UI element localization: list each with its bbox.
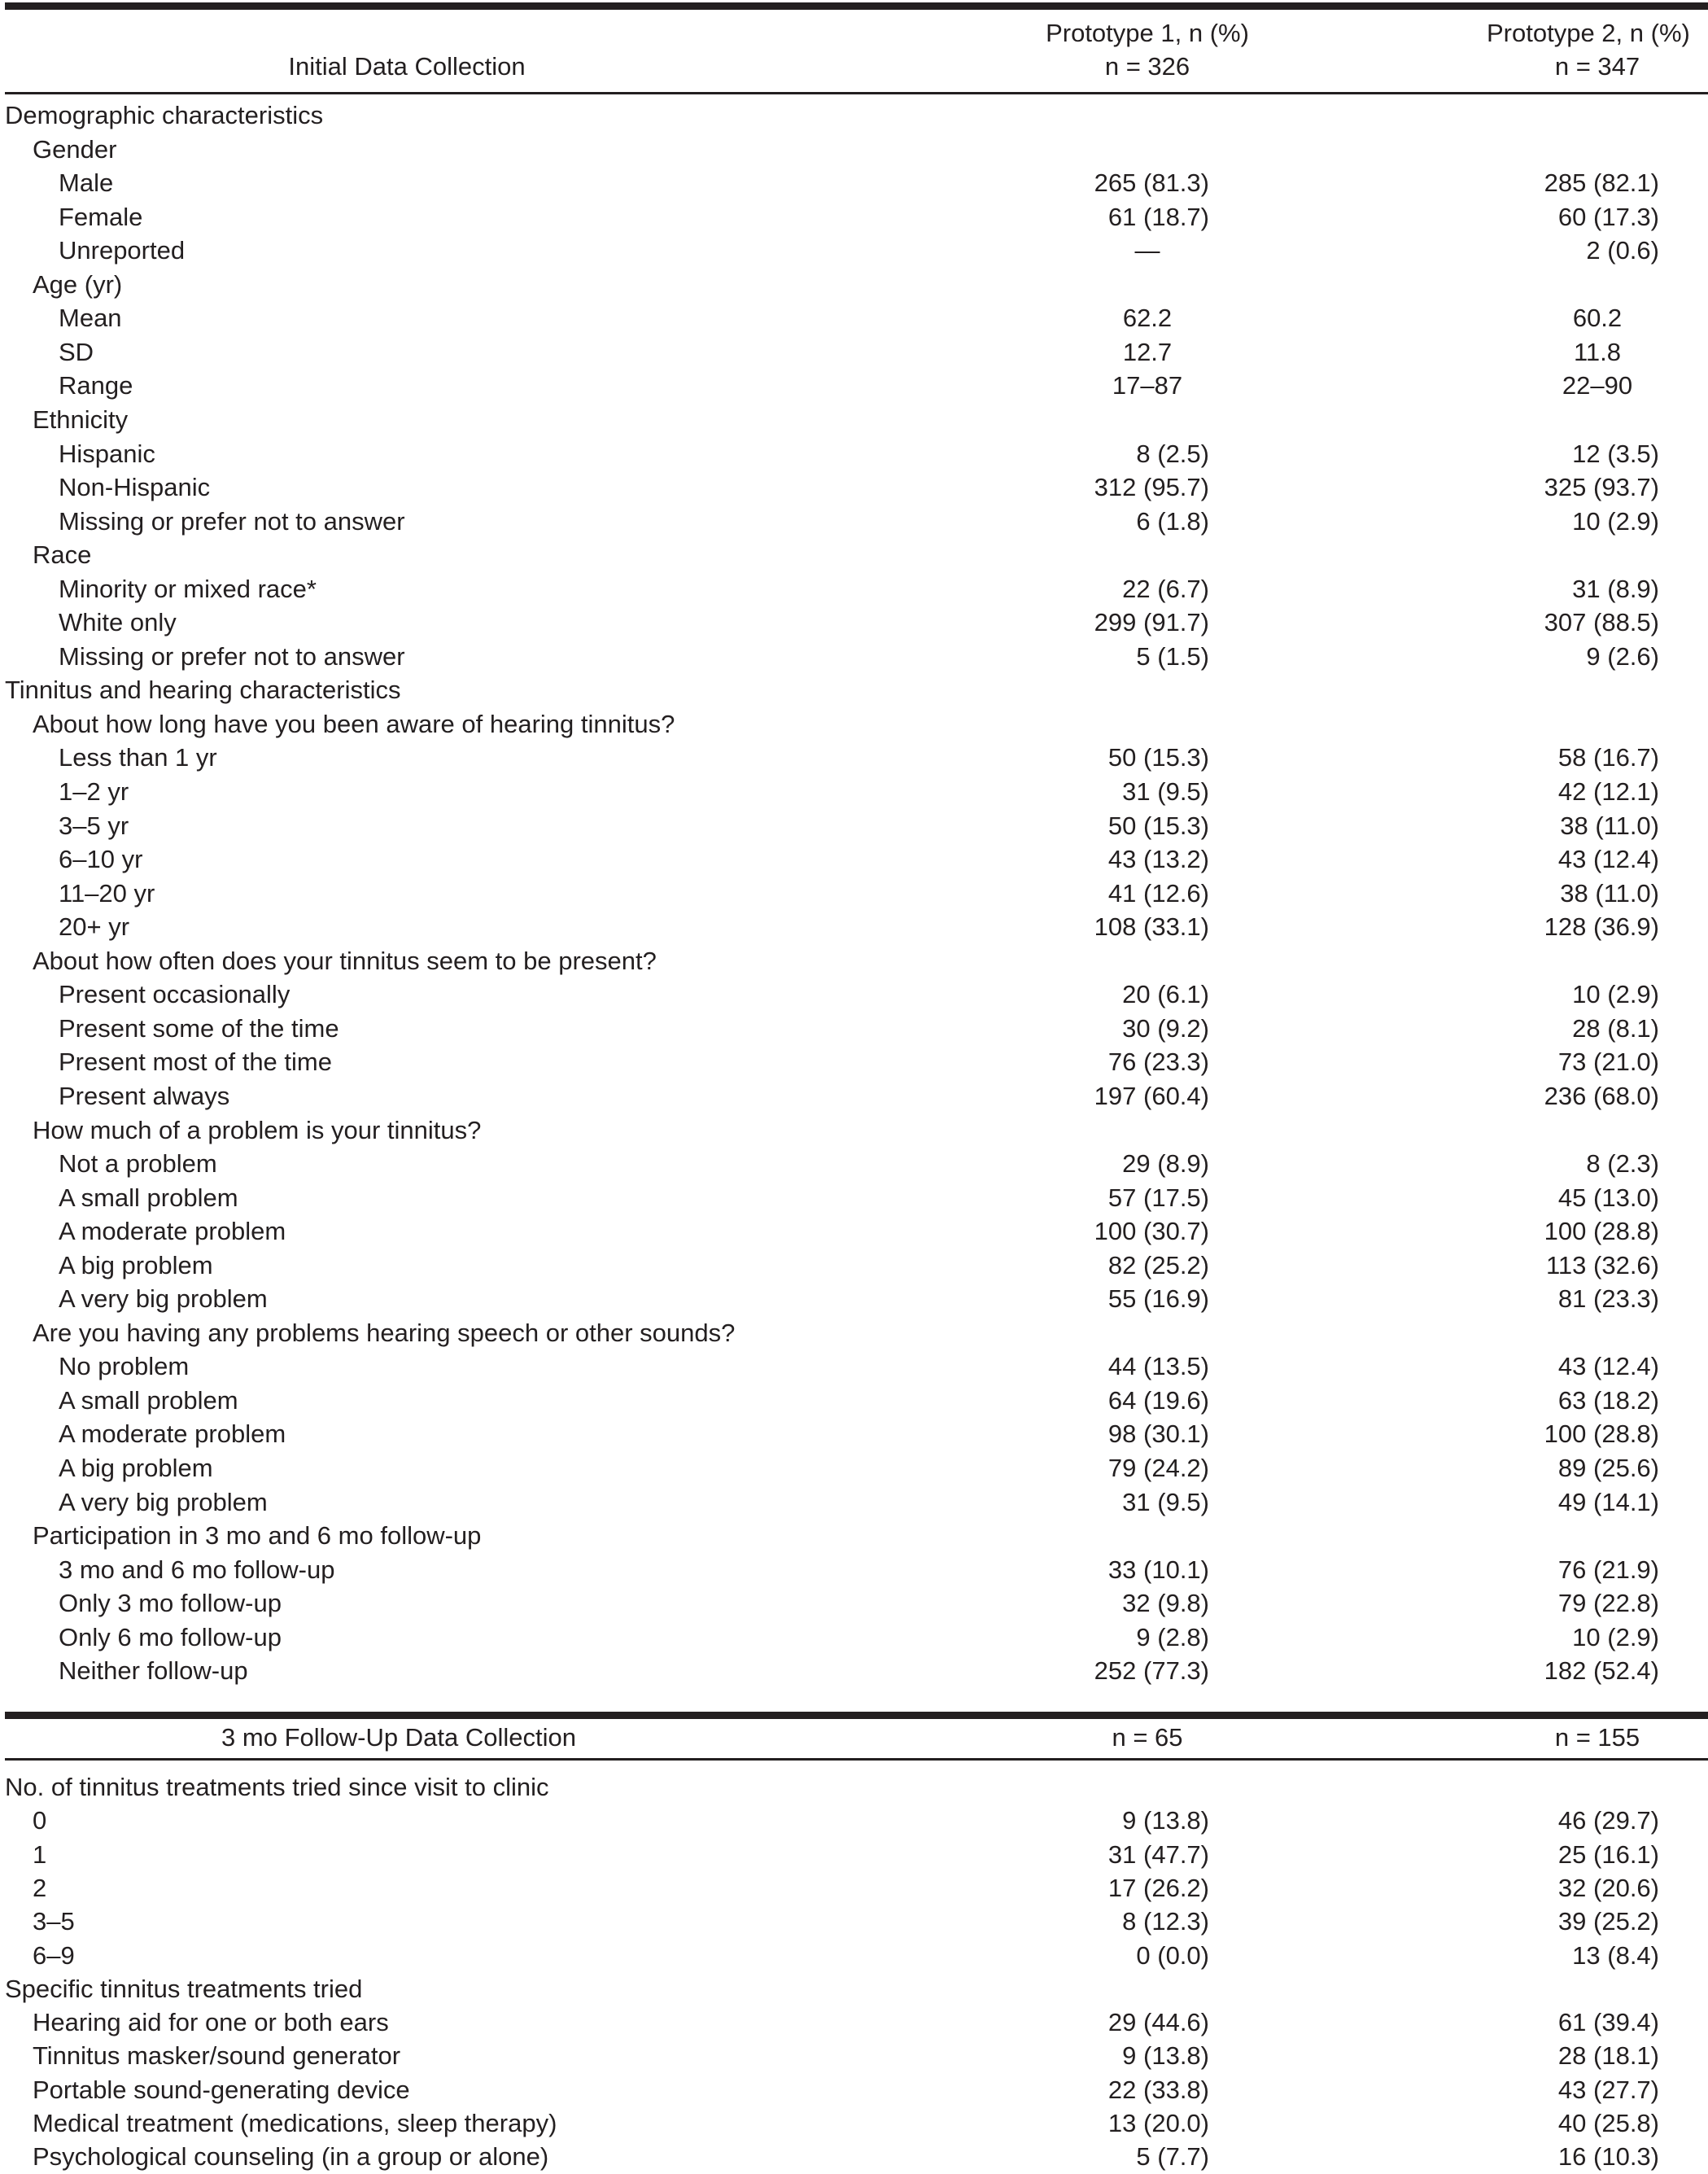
table-row (0, 437, 1708, 471)
table-row (0, 2073, 1708, 2107)
prototype1-value: 44 (13.5) (1107, 1352, 1209, 1381)
table-row (0, 1147, 1708, 1181)
prototype2-value: 31 (8.9) (1572, 574, 1659, 603)
table-row (0, 640, 1708, 674)
row-label: Ethnicity (33, 405, 129, 434)
row-label: 1–2 yr (59, 777, 129, 806)
prototype2-value: 12 (3.5) (1572, 439, 1659, 468)
row-label: Male (59, 168, 114, 198)
prototype1-value: 22 (6.7) (1122, 574, 1209, 603)
prototype1-value: 57 (17.5) (1107, 1183, 1209, 1212)
prototype1-value: 8 (12.3) (1122, 1907, 1209, 1936)
prototype2-value: 73 (21.0) (1557, 1048, 1659, 1077)
prototype2-value: 182 (52.4) (1544, 1656, 1659, 1686)
row-label: Missing or prefer not to answer (59, 641, 405, 671)
prototype1-value: 43 (13.2) (1107, 845, 1209, 874)
prototype1-value: 5 (1.5) (1136, 641, 1209, 671)
row-label: Present always (59, 1081, 230, 1110)
prototype2-value: 128 (36.9) (1544, 912, 1659, 942)
row-label: Present some of the time (59, 1013, 339, 1043)
prototype2-value: 25 (16.1) (1557, 1839, 1659, 1869)
top-rule (5, 2, 1708, 10)
row-label: 20+ yr (59, 912, 130, 942)
prototype1-value: 265 (81.3) (1094, 168, 1209, 198)
prototype2-value: 58 (16.7) (1557, 743, 1659, 772)
row-label: Hispanic (59, 439, 155, 468)
row-label: Present occasionally (59, 980, 290, 1009)
prototype1-value: 5 (7.7) (1136, 2142, 1209, 2172)
row-label: A very big problem (59, 1487, 268, 1516)
table-row (0, 1586, 1708, 1621)
prototype1-value: 31 (9.5) (1122, 1487, 1209, 1516)
prototype2-value: 285 (82.1) (1544, 168, 1659, 198)
table-subheading-row (0, 944, 1708, 978)
prototype1-value: 50 (15.3) (1107, 811, 1209, 840)
section2-top-rule (5, 1712, 1708, 1719)
prototype2-value: 10 (2.9) (1572, 980, 1659, 1009)
row-label: A moderate problem (59, 1217, 286, 1246)
table-section-heading-row (0, 1770, 1708, 1804)
prototype2-value: 28 (18.1) (1557, 2041, 1659, 2071)
row-label: How much of a problem is your tinnitus? (33, 1115, 482, 1144)
prototype2-value: 236 (68.0) (1544, 1081, 1659, 1110)
table-row (0, 775, 1708, 809)
table-row (0, 2006, 1708, 2040)
row-label: SD (59, 337, 94, 366)
table-row (0, 1621, 1708, 1655)
table-row (0, 505, 1708, 539)
row-label: Tinnitus masker/sound generator (33, 2041, 401, 2071)
table-row (0, 1838, 1708, 1872)
prototype1-value: 32 (9.8) (1122, 1589, 1209, 1618)
table-subheading-row (0, 538, 1708, 572)
prototype1-value: 9 (13.8) (1122, 1806, 1209, 1835)
row-label: 0 (33, 1806, 47, 1835)
table-row (0, 1012, 1708, 1046)
prototype2-value: 11.8 (1573, 337, 1622, 366)
prototype1-value: 62.2 (1122, 304, 1173, 333)
prototype1-value: 61 (18.7) (1107, 202, 1209, 231)
prototype2-value: 9 (2.6) (1586, 641, 1659, 671)
row-label: 11–20 yr (59, 878, 155, 908)
section2-header-label: 3 mo Follow-Up Data Collection (221, 1723, 576, 1752)
prototype2-value: 113 (32.6) (1545, 1250, 1659, 1279)
row-label: Not a problem (59, 1149, 217, 1179)
prototype1-value: 64 (19.6) (1107, 1385, 1209, 1415)
prototype1-value: 252 (77.3) (1094, 1656, 1209, 1686)
row-label: Neither follow-up (59, 1656, 248, 1686)
prototype2-value: 38 (11.0) (1560, 878, 1659, 908)
prototype1-value: 31 (9.5) (1122, 777, 1209, 806)
prototype2-value: 76 (21.9) (1557, 1555, 1659, 1584)
prototype2-value: 22–90 (1562, 371, 1633, 400)
table-row (0, 1451, 1708, 1485)
table-row (0, 1045, 1708, 1079)
prototype1-value: 76 (23.3) (1107, 1048, 1209, 1077)
prototype2-value: 89 (25.6) (1557, 1454, 1659, 1482)
prototype2-value: 45 (13.0) (1557, 1183, 1659, 1212)
row-label: Specific tinnitus treatments tried (5, 1974, 363, 2003)
prototype1-value: 299 (91.7) (1094, 608, 1209, 637)
row-label: Portable sound-generating device (33, 2075, 410, 2104)
prototype1-value: 98 (30.1) (1107, 1419, 1209, 1449)
row-label: 3–5 (33, 1907, 75, 1936)
table-row (0, 1485, 1708, 1520)
table-row (0, 877, 1708, 911)
row-label: Only 3 mo follow-up (59, 1589, 282, 1618)
table-row (0, 470, 1708, 505)
prototype1-value: 0 (0.0) (1136, 1940, 1209, 1970)
table-row (0, 842, 1708, 877)
table-section-heading-row (0, 1972, 1708, 2006)
prototype2-value: 2 (0.6) (1586, 236, 1659, 265)
prototype1-value: 108 (33.1) (1094, 912, 1209, 942)
prototype2-value: 42 (12.1) (1557, 777, 1659, 806)
row-label: Unreported (59, 236, 186, 265)
row-label: Medical treatment (medications, sleep therapy) (33, 2109, 557, 2137)
prototype2-value: 40 (25.8) (1557, 2109, 1659, 2137)
row-label: Race (33, 540, 92, 570)
table-subheading-row (0, 268, 1708, 302)
row-label: A small problem (59, 1183, 238, 1212)
row-label: Hearing aid for one or both ears (33, 2008, 389, 2037)
table-row (0, 1654, 1708, 1688)
row-label: Psychological counseling (in a group or alone) (33, 2142, 549, 2172)
row-label: No. of tinnitus treatments tried since visit to clinic (5, 1773, 549, 1801)
prototype1-value: 312 (95.7) (1094, 473, 1209, 502)
table-row (0, 234, 1708, 268)
table-subheading-row (0, 403, 1708, 437)
table-row (0, 1384, 1708, 1418)
prototype1-value: 50 (15.3) (1107, 743, 1209, 772)
table-row (0, 1553, 1708, 1587)
section2-col2-n: n = 155 (1554, 1723, 1640, 1752)
row-label: A very big problem (59, 1284, 268, 1314)
prototype1-value: 9 (2.8) (1136, 1622, 1209, 1651)
row-label: Mean (59, 304, 122, 333)
prototype1-value: 41 (12.6) (1107, 878, 1209, 908)
row-label: A moderate problem (59, 1419, 286, 1449)
prototype1-value: — (1134, 236, 1160, 265)
table-row (0, 1349, 1708, 1384)
row-label: About how often does your tinnitus seem to be present? (33, 946, 657, 975)
prototype1-value: 6 (1.8) (1136, 506, 1209, 536)
table-row (0, 1249, 1708, 1283)
table-row (0, 2039, 1708, 2073)
row-label: Tinnitus and hearing characteristics (5, 676, 401, 705)
prototype1-value: 31 (47.7) (1107, 1839, 1209, 1869)
prototype1-value: 33 (10.1) (1107, 1555, 1209, 1584)
table-row (0, 1804, 1708, 1838)
prototype2-value: 79 (22.8) (1557, 1589, 1659, 1618)
prototype2-value: 43 (27.7) (1557, 2075, 1659, 2104)
prototype2-value: 13 (8.4) (1572, 1940, 1659, 1970)
prototype2-value: 28 (8.1) (1572, 1013, 1659, 1043)
col2-header-title: Prototype 2, n (%) (1487, 19, 1690, 47)
table-row (0, 369, 1708, 403)
table-row (0, 2106, 1708, 2141)
row-label: A small problem (59, 1385, 238, 1415)
row-label: Only 6 mo follow-up (59, 1622, 282, 1651)
prototype1-value: 29 (8.9) (1122, 1149, 1209, 1179)
prototype2-value: 10 (2.9) (1572, 506, 1659, 536)
col1-header-title: Prototype 1, n (%) (1046, 19, 1249, 47)
prototype2-value: 43 (12.4) (1557, 1352, 1659, 1381)
row-label: Female (59, 202, 143, 231)
prototype2-value: 307 (88.5) (1544, 608, 1659, 637)
table-row (0, 809, 1708, 843)
row-label: 2 (33, 1873, 47, 1902)
table-row (0, 606, 1708, 640)
prototype1-value: 17 (26.2) (1107, 1873, 1209, 1902)
table-section-heading-row (0, 673, 1708, 707)
table-subheading-row (0, 1316, 1708, 1350)
prototype1-value: 17–87 (1112, 371, 1183, 400)
header-rule (5, 92, 1708, 94)
prototype2-value: 325 (93.7) (1544, 473, 1659, 502)
col1-header-n: n = 326 (1104, 52, 1190, 81)
section2-col1-n: n = 65 (1112, 1723, 1183, 1752)
prototype1-value: 197 (60.4) (1094, 1081, 1209, 1110)
table-row (0, 572, 1708, 606)
table-row (0, 166, 1708, 200)
section2-header-rule (5, 1758, 1708, 1761)
prototype2-value: 46 (29.7) (1557, 1806, 1659, 1835)
row-label: A big problem (59, 1454, 213, 1482)
row-label: Demographic characteristics (5, 101, 324, 129)
row-label: White only (59, 608, 177, 637)
table-section-heading-row (0, 98, 1708, 133)
prototype1-value: 9 (13.8) (1122, 2041, 1209, 2071)
table-row (0, 1939, 1708, 1973)
table-row (0, 978, 1708, 1012)
row-label: Are you having any problems hearing speech or other sounds? (33, 1318, 736, 1347)
table-row (0, 1181, 1708, 1215)
prototype2-value: 60 (17.3) (1557, 202, 1659, 231)
row-label: Gender (33, 134, 117, 164)
table-subheading-row (0, 1519, 1708, 1553)
prototype1-value: 8 (2.5) (1136, 439, 1209, 468)
table-subheading-row (0, 1113, 1708, 1148)
prototype2-value: 10 (2.9) (1572, 1622, 1659, 1651)
prototype2-value: 38 (11.0) (1560, 811, 1659, 840)
prototype2-value: 16 (10.3) (1557, 2142, 1659, 2172)
row-label: Non-Hispanic (59, 473, 211, 502)
prototype2-value: 49 (14.1) (1557, 1487, 1659, 1516)
row-label: No problem (59, 1352, 190, 1381)
table-row (0, 1214, 1708, 1249)
table-row (0, 910, 1708, 944)
row-label: 6–10 yr (59, 845, 143, 874)
table-row (0, 200, 1708, 234)
prototype1-value: 100 (30.7) (1094, 1217, 1209, 1246)
prototype2-value: 39 (25.2) (1557, 1907, 1659, 1936)
prototype1-value: 55 (16.9) (1107, 1284, 1209, 1314)
row-label: Present most of the time (59, 1048, 332, 1077)
col2-header-n: n = 347 (1554, 52, 1640, 81)
row-label: 1 (33, 1839, 47, 1869)
prototype1-value: 13 (20.0) (1107, 2109, 1209, 2137)
table-row (0, 1282, 1708, 1316)
row-label: A big problem (59, 1250, 213, 1279)
row-label: 3–5 yr (59, 811, 129, 840)
prototype2-value: 8 (2.3) (1586, 1149, 1659, 1179)
row-label: 6–9 (33, 1940, 75, 1970)
prototype1-value: 82 (25.2) (1107, 1250, 1209, 1279)
table-row (0, 741, 1708, 775)
prototype1-value: 29 (44.6) (1107, 2008, 1209, 2037)
table-row (0, 2140, 1708, 2174)
row-label: Missing or prefer not to answer (59, 506, 405, 536)
table-row (0, 1417, 1708, 1451)
row-label: Participation in 3 mo and 6 mo follow-up (33, 1521, 482, 1551)
prototype2-value: 43 (12.4) (1557, 845, 1659, 874)
table-subheading-row (0, 133, 1708, 167)
prototype2-value: 60.2 (1572, 304, 1623, 333)
table-row (0, 301, 1708, 335)
row-label: Minority or mixed race* (59, 574, 317, 603)
prototype1-value: 79 (24.2) (1107, 1454, 1209, 1482)
prototype2-value: 100 (28.8) (1544, 1217, 1659, 1246)
prototype1-value: 30 (9.2) (1122, 1013, 1209, 1043)
table-row (0, 1871, 1708, 1905)
prototype2-value: 63 (18.2) (1557, 1385, 1659, 1415)
table-row (0, 1079, 1708, 1113)
prototype2-value: 81 (23.3) (1557, 1284, 1659, 1314)
row-label: About how long have you been aware of hearing tinnitus? (33, 709, 675, 738)
row-label: Less than 1 yr (59, 743, 217, 772)
row-label: 3 mo and 6 mo follow-up (59, 1555, 335, 1584)
prototype2-value: 61 (39.4) (1557, 2008, 1659, 2037)
prototype1-value: 12.7 (1122, 337, 1173, 366)
row-label: Age (yr) (33, 269, 123, 299)
row-label: Range (59, 371, 133, 400)
table-row (0, 1905, 1708, 1939)
table-row (0, 335, 1708, 370)
prototype2-value: 100 (28.8) (1544, 1419, 1659, 1449)
prototype2-value: 32 (20.6) (1557, 1873, 1659, 1902)
table-subheading-row (0, 707, 1708, 741)
prototype1-value: 20 (6.1) (1122, 980, 1209, 1009)
prototype1-value: 22 (33.8) (1107, 2075, 1209, 2104)
section1-header-label: Initial Data Collection (288, 52, 526, 81)
